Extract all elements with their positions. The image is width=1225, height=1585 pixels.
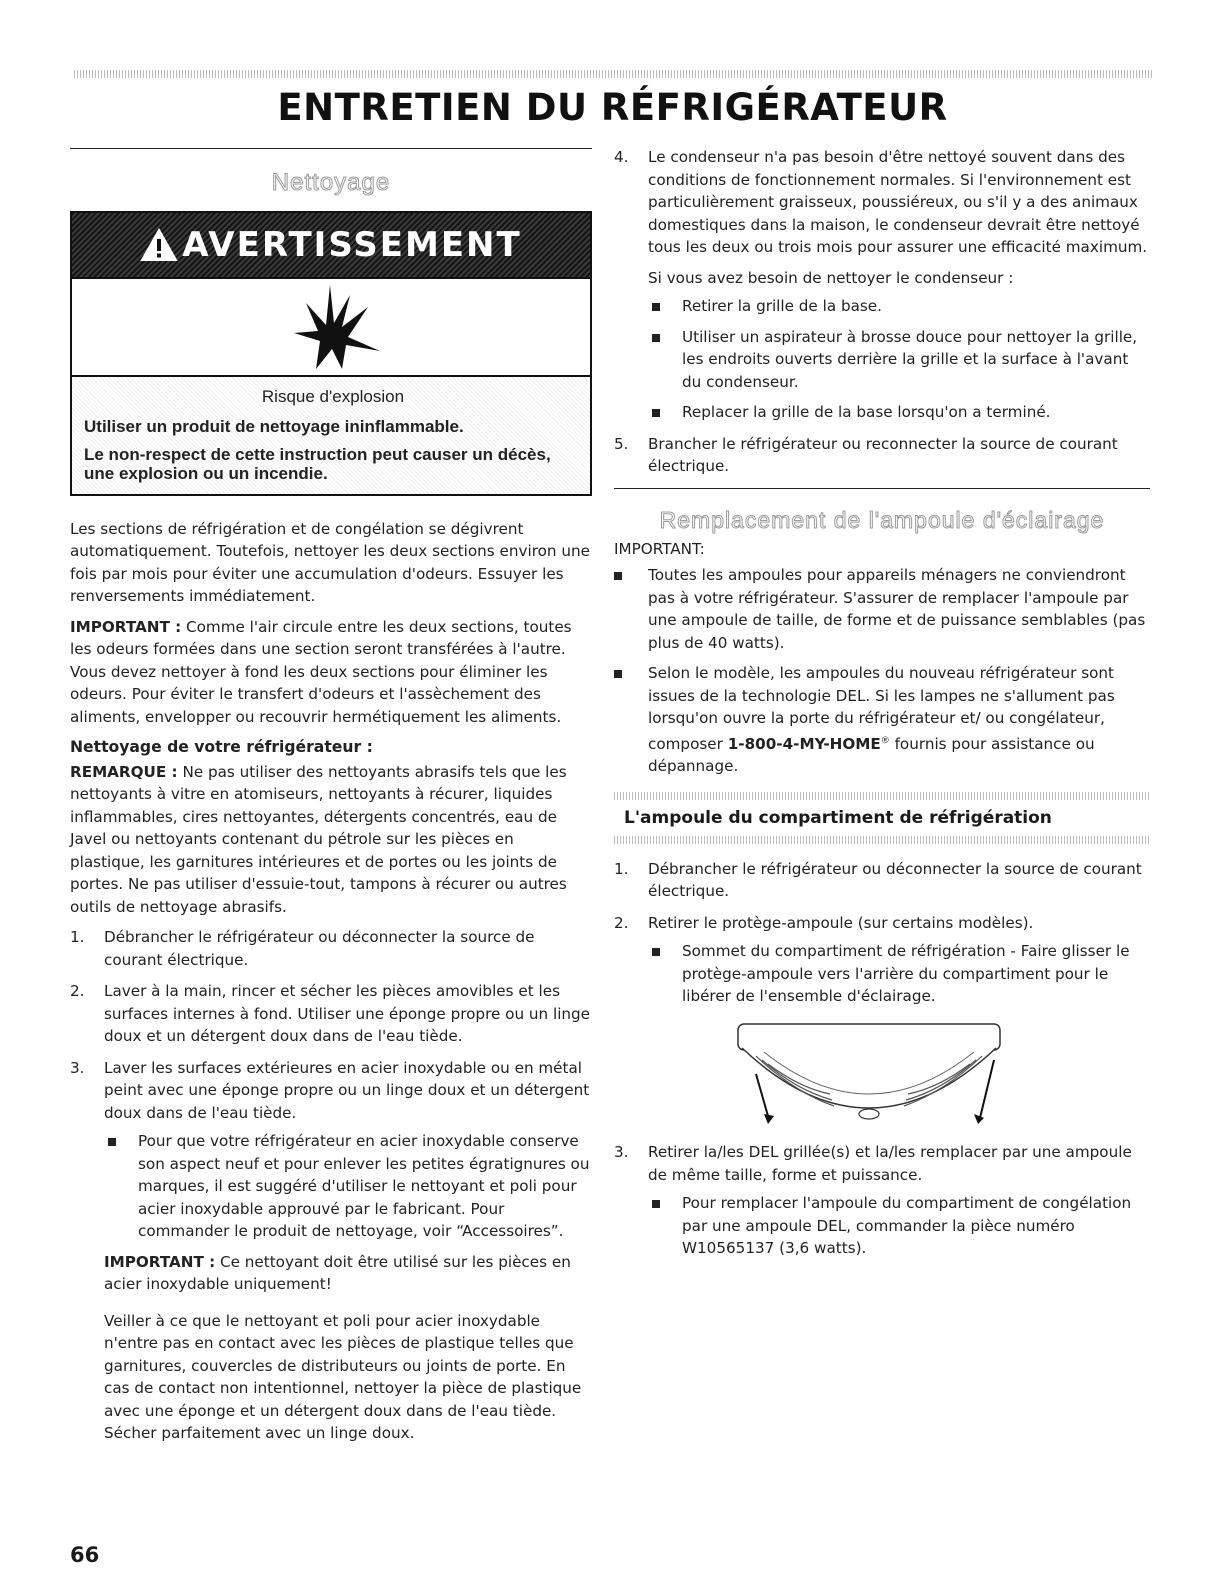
bullet-item: Utiliser un aspirateur à brosse douce pour nettoyer la grille, les endroits ouverts derrière la grille et la surface à l'avant du condenseur. bbox=[648, 326, 1150, 394]
warning-icon-area bbox=[72, 279, 590, 377]
light-shield-icon bbox=[734, 1018, 1004, 1126]
list-item: 3. Retirer la/les DEL grillée(s) et la/les remplacer par une ampoule de même taille, forme et puissance. Pour remplacer l'ampoule du compartiment de congélation par une ampoule DEL, commander la pièce numéro W10565137 (3,6 watts). bbox=[614, 1141, 1150, 1260]
bullet-item: Pour que votre réfrigérateur en acier inoxydable conserve son aspect neuf et pour enlever les petites égratignures ou marques, il est suggéré d'utiliser le nettoyant et poli pour acier inoxydable approuvé par le fabricant. Pour commander le produit de nettoyage, voir “Accessoires”. bbox=[104, 1130, 592, 1243]
subsection-stripe-bottom bbox=[614, 836, 1150, 844]
list-item: 2. Laver à la main, rincer et sécher les pièces amovibles et les surfaces internes à fond. Utiliser une éponge propre ou un linge doux et un détergent doux dans de l'eau tiède. bbox=[70, 982, 591, 1046]
list-item: 3. Laver les surfaces extérieures en acier inoxydable ou en métal peint avec une éponge propre ou un linge doux et un détergent doux dans de l'eau tiède. Pour que votre réfrigérateur en acier inoxydable conserve son aspect neuf et pour enlever les petites égratignures ou marques, il est suggéré d'utiliser le nettoyant et poli pour acier inoxydable approuvé par le fabricant. Pour commander le produit de nettoyage, voir “Accessoires”. IMPORTANT : Ce nettoyant doit être utilisé sur les pièces en acier inoxydable uniquement! Veiller à ce que le nettoyant et poli pour acier inoxydable n'entre pas en contact avec les pièces de plastique telles que garnitures, couvercles de distributeurs ou joints de porte. En cas de contact non intentionnel, nettoyer la pièce de plastique avec une éponge et un détergent doux dans de l'eau tiède. Sécher parfaitement avec un linge doux. bbox=[70, 1057, 592, 1445]
page-title: ENTRETIEN DU RÉFRIGÉRATEUR bbox=[277, 86, 948, 129]
list-item: 2. Retirer le protège-ampoule (sur certains modèles). Sommet du compartiment de réfrigération - Faire glisser le protège-ampoule vers l'arrière du compartiment pour le libérer de l'ensemble d'éclairage. bbox=[614, 912, 1150, 1133]
list-item: 1. Débrancher le réfrigérateur ou déconnecter la source de courant électrique. bbox=[614, 859, 1142, 901]
warning-line-1: Utiliser un produit de nettoyage ininflammable. bbox=[84, 417, 464, 436]
stainless-warning-paragraph: Veiller à ce que le nettoyant et poli pour acier inoxydable n'entre pas en contact avec les pièces de plastique telles que garnitures, couvercles de distributeurs ou joints de porte. En cas de contact non intentionnel, nettoyer la pièce de plastique avec une éponge et un détergent doux dans de l'eau tiède. Sécher parfaitement avec un linge doux. bbox=[104, 1311, 582, 1443]
warning-header-label: AVERTISSEMENT bbox=[182, 225, 522, 265]
cleaning-intro: Les sections de réfrigération et de congélation se dégivrent automatiquement. Toutefois, nettoyer les deux sections environ une fois par mois pour éviter une accumulation d'odeurs. Essuyer les renversements immédiatement. bbox=[70, 519, 590, 606]
bullet-item: Replacer la grille de la base lorsqu'on a terminé. bbox=[648, 401, 1150, 424]
important-note-1: IMPORTANT : Comme l'air circule entre les deux sections, toutes les odeurs formées dans une section seront transférées à l'autre. Vous devez nettoyer à fond les deux sections pour éliminer les odeurs. Pour éviter le transfert d'odeurs et l'assèchement des aliments, envelopper ou recouvrir hermétiquement les aliments. bbox=[70, 617, 572, 726]
bullet-item: Retirer la grille de la base. bbox=[648, 295, 1150, 318]
fridge-bulb-subtitle: L'ampoule du compartiment de réfrigération bbox=[624, 807, 1052, 828]
section-rule bbox=[614, 488, 1150, 489]
list-item: 5. Brancher le réfrigérateur ou reconnecter la source de courant électrique. bbox=[614, 434, 1118, 475]
cleaning-steps bbox=[70, 926, 592, 1445]
left-column bbox=[70, 148, 592, 1454]
warning-risk: Risque d'explosion bbox=[261, 387, 405, 406]
important-note-2: IMPORTANT : Ce nettoyant doit être utilisé sur les pièces en acier inoxydable uniquement! bbox=[104, 1252, 571, 1294]
bulb-steps bbox=[614, 858, 1150, 1260]
subsection-stripe-top bbox=[614, 792, 1150, 800]
list-item: 4. Le condenseur n'a pas besoin d'être nettoyé souvent dans des conditions de fonctionnement normales. Si l'environnement est particulièrement graisseux, poussiéreux, ou s'il y a des animaux domestiques dans la maison, le condenseur devrait être nettoyé tous les deux ou trois mois pour assurer une efficacité maximum. Si vous avez besoin de nettoyer le condenseur : Retirer la grille de la base. Utiliser un aspirateur à brosse douce pour nettoyer la grille, les endroits ouverts derrière la grille et la surface à l'avant du condenseur. Replacer la grille de la base lorsqu'on a terminé. bbox=[614, 146, 1150, 424]
bulb-bullets bbox=[614, 564, 1150, 778]
bullet-item: Selon le modèle, les ampoules du nouveau réfrigérateur sont issues de la technologie DEL. Si les lampes ne s'allument pas lorsqu'on ouvre la porte du réfrigérateur et/ ou congélateur, composer 1-800-4-MY-HOME® fournis pour assistance ou dépannage. bbox=[614, 662, 1150, 778]
explosion-icon bbox=[276, 281, 386, 373]
bulb-section-title: Remplacement de l'ampoule d'éclairage bbox=[659, 506, 1105, 533]
light-shield-illustration bbox=[734, 1018, 1150, 1133]
cleaning-section-title: Nettoyage bbox=[271, 169, 391, 196]
warning-box bbox=[70, 211, 592, 496]
bulb-important-label: IMPORTANT: bbox=[614, 539, 705, 558]
bullet-item: Toutes les ampoules pour appareils ménagers ne conviendront pas à votre réfrigérateur. S'assurer de remplacer l'ampoule par une ampoule de taille, de forme et de puissance semblables (pas plus de 40 watts). bbox=[614, 564, 1150, 654]
bullet-item: Pour remplacer l'ampoule du compartiment de congélation par une ampoule DEL, commander la pièce numéro W10565137 (3,6 watts). bbox=[648, 1192, 1150, 1260]
top-stripe-rule bbox=[74, 70, 1154, 78]
right-column bbox=[614, 146, 1150, 1269]
list-item: 1. Débrancher le réfrigérateur ou déconnecter la source de courant électrique. bbox=[70, 928, 535, 969]
condenser-steps bbox=[614, 146, 1150, 478]
section-rule bbox=[70, 148, 592, 149]
warning-line-2: Le non-respect de cette instruction peut causer un décès, une explosion ou un incendie. bbox=[84, 444, 551, 484]
bullet-item: Sommet du compartiment de réfrigération - Faire glisser le protège-ampoule vers l'arrière du compartiment pour le libérer de l'ensemble d'éclairage. bbox=[648, 940, 1150, 1008]
warning-body bbox=[72, 377, 590, 494]
page-number: 66 bbox=[70, 1543, 100, 1567]
cleaning-subhead: Nettoyage de votre réfrigérateur : bbox=[70, 738, 373, 757]
warning-triangle-icon bbox=[140, 228, 178, 262]
warning-header bbox=[72, 213, 590, 279]
condenser-subtext: Si vous avez besoin de nettoyer le condenseur : bbox=[648, 268, 1014, 287]
cleaning-note: REMARQUE : Ne pas utiliser des nettoyants abrasifs tels que les nettoyants à vitre en atomiseurs, nettoyants à récurer, liquides inflammables, cires nettoyantes, détergents concentrés, eau de Javel ou nettoyants contenant du pétrole sur les pièces en plastique, les garnitures intérieures et de portes ou les joints de portes. Ne pas utiliser d'essuie-tout, tampons à récurer ou autres outils de nettoyage abrasifs. bbox=[70, 762, 567, 916]
